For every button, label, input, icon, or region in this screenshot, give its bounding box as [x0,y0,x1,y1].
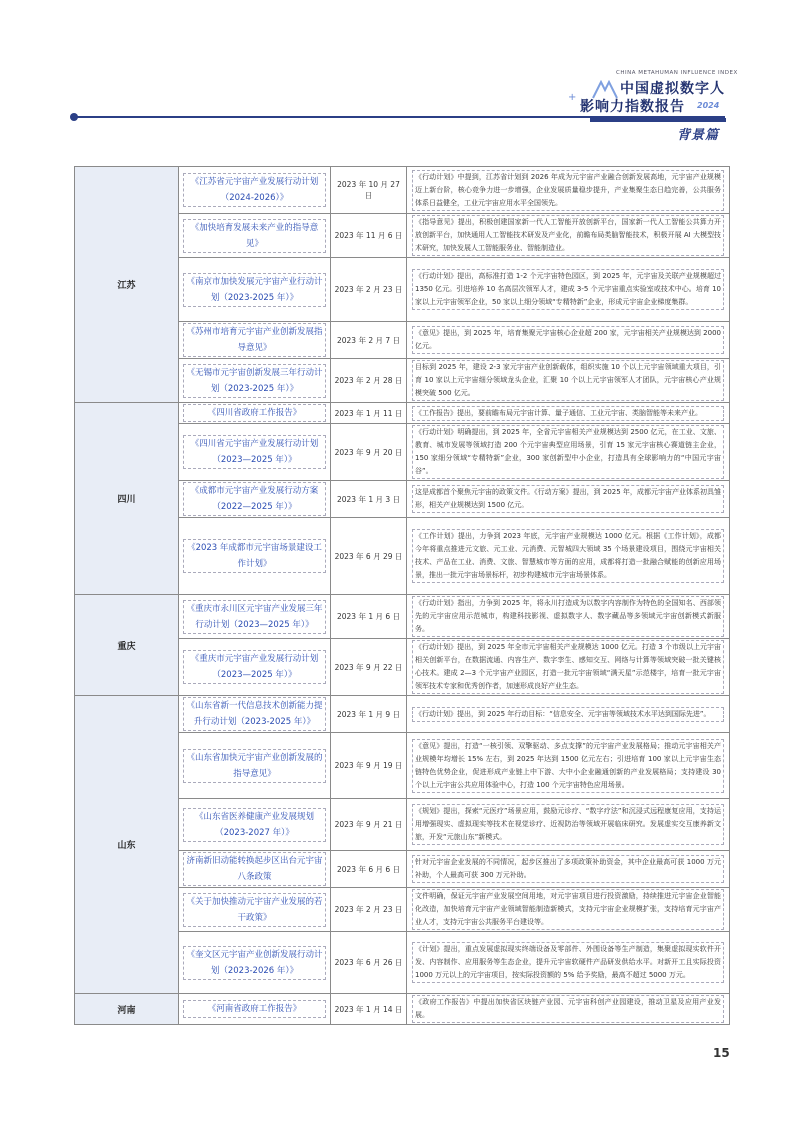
province-cell: 四川 [75,403,179,595]
content-cell [407,639,730,696]
report-english-title: CHINA METAHUMAN INFLUENCE INDEX [616,70,738,76]
policy-content: 《行动计划》指出，力争到 2025 年，将永川打造成为以数字内容制作为特色的全国知名、西部领先的元宇宙应用示范城市，构建科技影视、虚拟数字人、数字藏品等多领域元宇宙创新模式新服务。 [412,596,724,637]
policy-table [74,166,730,1025]
policy-content: 《意见》提出，到 2025 年，培育集聚元宇宙核心企业超 200 家，元宇宙相关产业规模达到 2000 亿元。 [412,326,724,354]
policy-content: 这是成都首个聚焦元宇宙的政策文件。《行动方案》提出，到 2025 年，成都元宇宙产业体系初具雏形，相关产业规模达到 1500 亿元。 [412,485,724,513]
policy-content: 文件明确，保证元宇宙产业发展空间用地，对元宇宙项目进行投资激励，持续推进元宇宙企业智能化改造，加快培育元宇宙产业领域智能制造新模式，支持元宇宙企业规模扩张，支持培育元宇宙产业人才，支持元宇宙公共服务平台建设等。 [412,889,724,930]
policy-name-cell [179,322,331,359]
policy-name-cell [179,851,331,888]
table-row [75,403,730,424]
policy-name-cell [179,733,331,799]
page-header [0,0,794,150]
policy-name-cell [179,799,331,851]
policy-content: 《意见》提出，打造“一核引领、双擎驱动、多点支撑”的元宇宙产业发展格局；推动元宇宙相关产业规模年均增长 15% 左右，到 2025 年达到 1500 亿元左右；引进培育 100 家以上元宇宙生态链特色优势企业，促进形成产业链上中下游、大中小企业融通创新的产业发展格局；支持建设 30 个以上元宇宙公共应用体验中心，打造 100 个元宇宙特色应用场景。 [412,739,724,793]
policy-content: 《行动计划》提出，高标准打造 1-2 个元宇宙特色园区，到 2025 年，元宇宙及关联产业规模超过 1350 亿元。引进培养 10 名高层次领军人才，建成 3-5 个元宇宙重点实验室或技术中心。培育 10 家以上元宇宙领军企业，50 家以上细分领域“专精特新”企业，形成元宇宙企业梯度集群。 [412,269,724,310]
policy-name: 《苏州市培育元宇宙产业创新发展指导意见》 [183,323,326,357]
policy-name: 《2023 年成都市元宇宙场景建设工作计划》 [183,539,326,573]
policy-name: 《奎文区元宇宙产业创新发展行动计划（2023-2026 年）》 [183,946,326,980]
policy-name: 《重庆市永川区元宇宙产业发展三年行动计划（2023—2025 年）》 [183,600,326,634]
policy-name-cell [179,932,331,994]
date-cell: 2023 年 9 月 21 日 [331,799,407,851]
policy-content: 《行动计划》提出，到 2025 年行动目标：“信息安全、元宇宙等领域技术水平达到国际先进”。 [412,707,724,722]
policy-name: 《重庆市元宇宙产业发展行动计划（2023—2025 年）》 [183,650,326,684]
date-cell: 2023 年 6 月 29 日 [331,518,407,595]
date-cell: 2023 年 6 月 26 日 [331,932,407,994]
policy-content: 针对元宇宙企业发展的不同情况，起步区推出了多项政策补助资金，其中企业最高可获 1000 万元补助，个人最高可获 300 万元补助。 [412,855,724,883]
section-label: 背景篇 [677,128,720,143]
content-cell [407,932,730,994]
policy-name: 《四川省元宇宙产业发展行动计划（2023—2025 年）》 [183,435,326,469]
province-cell: 江苏 [75,167,179,403]
table-row [75,167,730,214]
date-cell: 2023 年 9 月 22 日 [331,639,407,696]
report-title-line2: 影响力指数报告 [580,99,685,115]
content-cell [407,851,730,888]
policy-name-cell [179,403,331,424]
policy-content: 《规划》提出，探索“元医疗”场景应用，鼓励元诊疗、“数字疗法”和沉浸式远程康复应用，支持运用增强现实、虚拟现实等技术在视觉诊疗、近视防治等领域开展临床研究。发展虚实交互康养新文旅，开发“元旅山东”新模式。 [412,804,724,845]
policy-content: 《行动计划》中提到，江苏省计划到 2026 年成为元宇宙产业融合创新发展高地，元宇宙产业规模迈上新台阶，核心竞争力进一步增强，企业发展质量稳步提升，产业集聚生态日趋完善，公共服务体系日益健全，工业元宇宙应用水平全国领先。 [412,170,724,211]
policy-name: 《江苏省元宇宙产业发展行动计划（2024-2026）》 [183,173,326,207]
province-cell: 山东 [75,696,179,994]
content-cell [407,424,730,481]
policy-name-cell [179,359,331,403]
policy-name-cell [179,639,331,696]
table-row [75,595,730,639]
content-cell [407,696,730,733]
policy-name-cell [179,214,331,258]
content-cell [407,994,730,1025]
province-cell: 重庆 [75,595,179,696]
date-cell: 2023 年 1 月 14 日 [331,994,407,1025]
policy-name: 济南新旧动能转换起步区出台元宇宙八条政策 [183,852,326,886]
policy-name: 《山东省加快元宇宙产业创新发展的指导意见》 [183,749,326,783]
content-cell [407,481,730,518]
table-row [75,994,730,1025]
policy-content: 《工作计划》提出，力争到 2023 年底，元宇宙产业规模达 1000 亿元。根据《工作计划》，成都今年将重点推进元文旅、元工业、元消费、元智城四大领域 35 个场景建设项目，围绕元宇宙相关技术、产品在工业、消费、文旅、智慧城市等方面的应用，成都将打造一批融合赋能的创新应用场景，推出一批元宇宙场景标杆，初步构建城市元宇宙场景体系。 [412,529,724,583]
content-cell [407,403,730,424]
policy-name-cell [179,424,331,481]
page-number: 15 [713,1046,730,1060]
policy-name: 《关于加快推动元宇宙产业发展的若干政策》 [183,893,326,927]
content-cell [407,322,730,359]
policy-name: 《山东省医养健康产业发展规划（2023-2027 年）》 [183,808,326,842]
date-cell: 2023 年 2 月 28 日 [331,359,407,403]
content-cell [407,359,730,403]
date-cell: 2023 年 9 月 20 日 [331,424,407,481]
policy-name: 《四川省政府工作报告》 [183,404,326,422]
content-cell [407,167,730,214]
report-title-line1: 中国虚拟数字人 [620,81,725,97]
policy-content: 目标到 2025 年，建设 2-3 家元宇宙产业创新载体，组织实施 10 个以上元宇宙领域重大项目，引育 10 家以上元宇宙细分领域龙头企业，汇聚 10 个以上元宇宙领军人才团队，元宇宙核心产业规模突破 500 亿元。 [412,360,724,401]
content-cell [407,733,730,799]
content-cell [407,214,730,258]
policy-name-cell [179,518,331,595]
policy-content: 《政府工作报告》中提出加快省区块链产业园、元宇宙科创产业园建设，推动卫星及应用产业发展。 [412,995,724,1023]
policy-table-body [75,167,730,1025]
content-cell [407,595,730,639]
policy-name: 《无锡市元宇宙创新发展三年行动计划（2023-2025 年）》 [183,364,326,398]
policy-content: 《计划》提出，重点发展虚拟现实终端设备及零部件、外围设备等生产制造，集聚虚拟现实软件开发、内容制作、应用服务等生态企业，提升元宇宙软硬件产品研发供给水平。对新开工且实际投资 1000 万元以上的元宇宙项目，按实际投资额的 5% 给予奖励，最高不超过 5000 万元。 [412,942,724,983]
content-cell [407,799,730,851]
report-year: 2024 [697,101,720,110]
table-row [75,696,730,733]
date-cell: 2023 年 2 月 23 日 [331,888,407,932]
policy-name-cell [179,595,331,639]
date-cell: 2023 年 11 月 6 日 [331,214,407,258]
policy-name-cell [179,258,331,322]
date-cell: 2023 年 10 月 27 日 [331,167,407,214]
date-cell: 2023 年 1 月 9 日 [331,696,407,733]
province-cell: 河南 [75,994,179,1025]
policy-name-cell [179,696,331,733]
policy-name: 《河南省政府工作报告》 [183,1000,326,1018]
plus-icon: + [568,92,577,103]
date-cell: 2023 年 9 月 19 日 [331,733,407,799]
policy-name: 《南京市加快发展元宇宙产业行动计划（2023-2025 年）》 [183,273,326,307]
policy-name: 《成都市元宇宙产业发展行动方案（2022—2025 年）》 [183,482,326,516]
policy-name: 《加快培育发展未来产业的指导意见》 [183,219,326,253]
date-cell: 2023 年 1 月 11 日 [331,403,407,424]
policy-name-cell [179,481,331,518]
policy-content: 《工作报告》提出，要前瞻布局元宇宙计算、量子通信、工业元宇宙、类脑智能等未来产业。 [412,406,724,421]
header-rule-accent [590,118,726,122]
date-cell: 2023 年 1 月 6 日 [331,595,407,639]
content-cell [407,258,730,322]
date-cell: 2023 年 6 月 6 日 [331,851,407,888]
policy-content: 《行动计划》明确提出，到 2025 年，全省元宇宙相关产业规模达到 2500 亿元，在工业、文旅、教育、城市发展等领域打造 200 个元宇宙典型应用场景，引育 15 家元宇宙核心赛道链主企业，150 家细分领域“专精特新”企业，300 家创新型中小企业，打造具有全球影响力的“中国元宇宙谷”。 [412,425,724,479]
content-cell [407,518,730,595]
date-cell: 2023 年 2 月 7 日 [331,322,407,359]
policy-name-cell [179,167,331,214]
date-cell: 2023 年 1 月 3 日 [331,481,407,518]
policy-name-cell [179,994,331,1025]
policy-name-cell [179,888,331,932]
policy-name: 《山东省新一代信息技术创新能力提升行动计划（2023-2025 年）》 [183,697,326,731]
policy-content: 《行动计划》提出，到 2025 年全市元宇宙相关产业规模达 1000 亿元。打造 3 个市级以上元宇宙相关创新平台，在数据流通、内容生产、数字孪生、感知交互、网络与计算等领域突破一批关键核心技术。建成 2—3 个元宇宙产业园区，打造一批元宇宙领域“满天星”示范楼宇，培育一批元宇宙领军技术专家和优秀创作者，加速形成良好产业生态。 [412,640,724,694]
content-cell [407,888,730,932]
date-cell: 2023 年 2 月 23 日 [331,258,407,322]
policy-content: 《指导意见》提出，积极创建国家新一代人工智能开放创新平台，国家新一代人工智能公共算力开放创新平台，加快通用人工智能技术研发及产业化，前瞻布局类脑智能技术，积极开展 AI 大模型技术研究，加快发展人工智能服务业、智能制造业。 [412,215,724,256]
